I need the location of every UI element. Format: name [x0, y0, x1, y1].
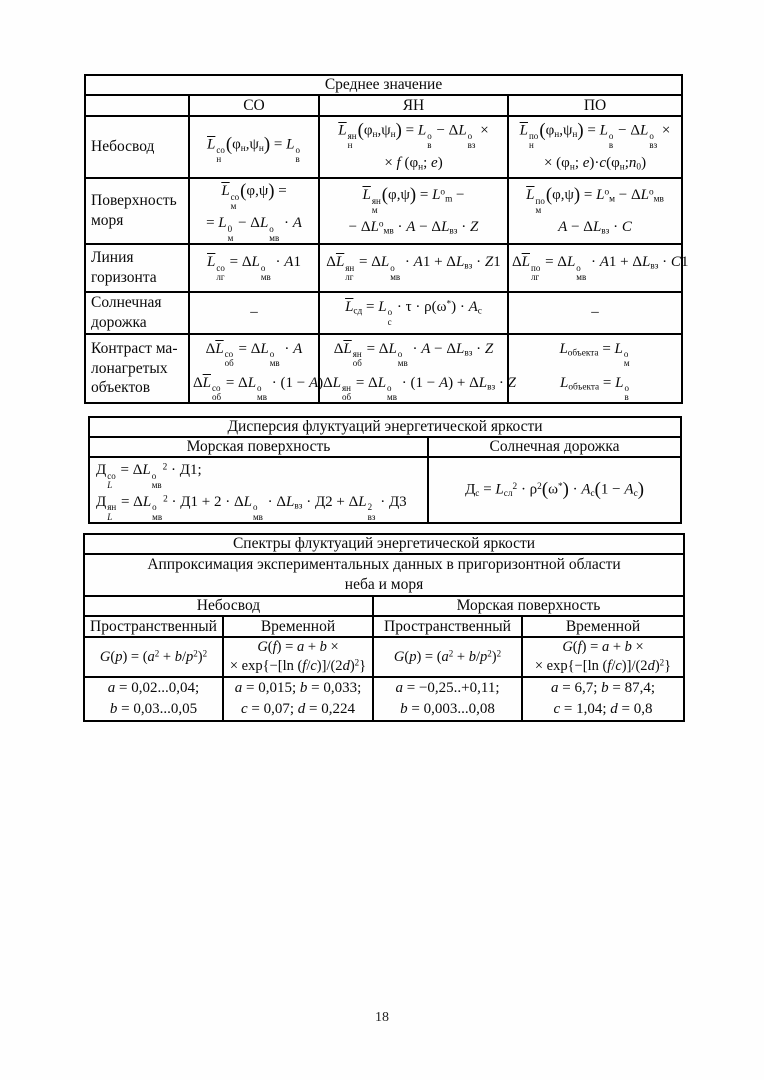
row-label-sky: Небосвод: [85, 116, 189, 178]
mean-header-co: СО: [189, 95, 319, 116]
mean-header-empty: [85, 95, 189, 116]
mean-value-table: [84, 74, 689, 404]
spectra-table-title: Спектры флуктуаций энергетической яркости: [84, 534, 684, 554]
dispersion-table-title: Дисперсия флуктуаций энергетической яркости: [89, 417, 681, 437]
cell-values-spatial-sea: a = −0,25..+0,11; b = 0,003...0,08: [373, 677, 522, 721]
spectra-table-subtitle: [84, 554, 684, 596]
cell-formula-spatial-sea: $G(p) = (a^2 + b/p^2)^2$: [373, 637, 522, 677]
spectra-sub-temporal-sky: Временной: [223, 616, 373, 637]
mean-table-title: Среднее значение: [85, 75, 682, 95]
cell-sky-yan: $\overline{L}$ ян н $(\varphi_н,\psi_н) = L$ о в − ΔL о вз × × f ($\varphi_н$; e): [319, 116, 508, 178]
mean-header-po: ПО: [508, 95, 682, 116]
row-label-contrast: Контраст ма- лонагретых объектов: [85, 334, 189, 404]
row-label-sun-path: Солнечная дорожка: [85, 292, 189, 334]
cell-formula-temporal-sky: G(f) = a + b × × exp{−[ln $(f/c)]/(2d)^2$}: [223, 637, 373, 677]
cell-sea-po: $\overline{L}$ по м $(\varphi,\psi) = L^о_м - \Delta L^о_{мв}$ $A - \Delta L_{вз} \cdot C$: [508, 178, 682, 244]
cell-dispersion-sea: Д со L = ΔL о мв $^2$ · Д1; Д ян L = ΔL о мв $^2$ · Д1 + 2 · ΔL о мв · $\Delta L_{вз} \cdot Д2 + \Delta L$ 2 вз · Д3: [89, 457, 428, 523]
cell-sunpath-yan: $\overline{L}_{сд} = L$ о с · $\tau \cdot \rho(\omega^*) \cdot A_с$: [319, 292, 508, 334]
spectra-sub-temporal-sea: Временной: [522, 616, 684, 637]
cell-sea-co: $\overline{L}$ со м (φ,ψ) = = L 0 м − ΔL о мв · A: [189, 178, 319, 244]
row-label-horizon-line: Линия горизонта: [85, 244, 189, 292]
cell-sunpath-po: –: [508, 292, 682, 334]
cell-sky-co: $\overline{L}$ со н $(\varphi_н,\psi_н) = L$ о в: [189, 116, 319, 178]
cell-values-temporal-sea: a = 6,7; b = 87,4; c = 1,04; d = 0,8: [522, 677, 684, 721]
cell-formula-spatial-sky: $G(p) = (a^2 + b/p^2)^2$: [84, 637, 223, 677]
spectra-table: [83, 533, 685, 722]
cell-horizon-po: $\Delta\overline{L}$ по лг = ΔL о мв · $A1 + \Delta L_{вз} \cdot C1$: [508, 244, 682, 292]
spectra-subtitle-line2: неба и моря: [344, 576, 424, 593]
dispersion-header-sea: Морская поверхность: [89, 437, 428, 457]
cell-contrast-co: $\Delta\overline{L}$ со об = ΔL о мв · A $\Delta\overline{L}$ со об = ΔL о мв · (1 − A): [189, 334, 319, 404]
spectra-group-sea: Морская поверхность: [373, 596, 684, 616]
cell-sea-yan: $\overline{L}$ ян м $(\varphi,\psi) = L^о_m$ − − $\Delta L^о_{мв} \cdot A - \Delta L_{вз} \cdot Z$: [319, 178, 508, 244]
cell-values-temporal-sky: a = 0,015; b = 0,033; c = 0,07; d = 0,224: [223, 677, 373, 721]
cell-sky-po: $\overline{L}$ по н $(\varphi_н,\psi_н) = L$ о в − ΔL о вз × × ($\varphi_н$; $e)\cdot c(\varphi_н;n_0)$: [508, 116, 682, 178]
cell-sunpath-co: –: [189, 292, 319, 334]
cell-values-spatial-sky: a = 0,02...0,04; b = 0,03...0,05: [84, 677, 223, 721]
cell-formula-temporal-sea: G(f) = a + b × × exp{−[ln $(f/c)]/(2d)^2$}: [522, 637, 684, 677]
cell-horizon-yan: $\Delta\overline{L}$ ян лг = ΔL о мв · $A1 + \Delta L_{вз} \cdot Z1$: [319, 244, 508, 292]
row-label-sea-surface: Поверхность моря: [85, 178, 189, 244]
page-number: 18: [375, 1010, 389, 1025]
dispersion-header-sunpath: Солнечная дорожка: [428, 437, 681, 457]
cell-horizon-co: $\overline{L}$ со лг = ΔL о мв · A1: [189, 244, 319, 292]
spectra-subtitle-line1: Аппроксимация экспериментальных данных в пригоризонтной области: [147, 556, 621, 573]
spectra-group-sky: Небосвод: [84, 596, 373, 616]
spectra-sub-spatial-sea: Пространственный: [373, 616, 522, 637]
cell-contrast-po: $L_{объекта} = L$ о м $L_{объекта} = L$ о в: [508, 334, 682, 404]
mean-header-yan: ЯН: [319, 95, 508, 116]
cell-dispersion-sunpath: $Д_с = L_{сл}^2 \cdot \rho^2(\omega^*) \cdot A_с(1 - A_с)$: [428, 457, 681, 523]
dispersion-table: [88, 416, 682, 524]
spectra-sub-spatial-sky: Пространственный: [84, 616, 223, 637]
cell-contrast-yan: $\Delta\overline{L}$ ян об = ΔL о мв · $A - \Delta L_{вз} \cdot Z$ ΔL ян об = ΔL о мв · $(1 - A) + \Delta L_{вз} \cdot Z$: [319, 334, 508, 404]
